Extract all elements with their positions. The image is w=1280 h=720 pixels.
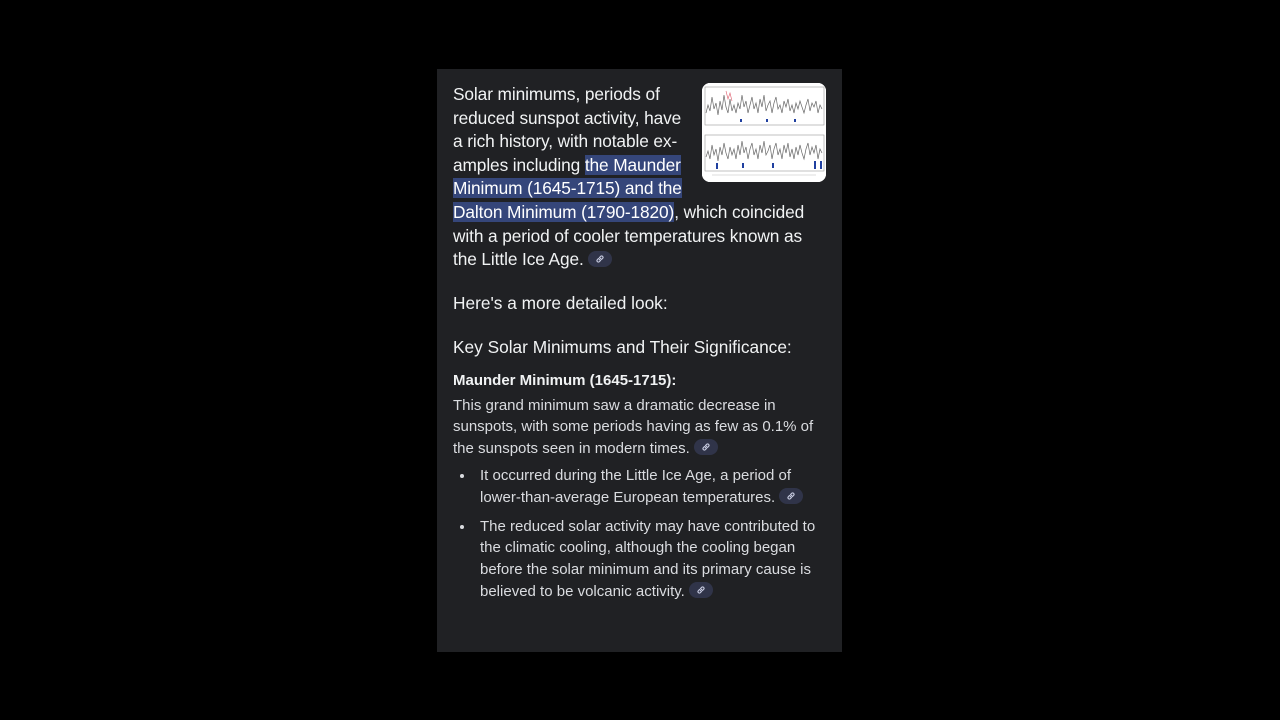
subsection-body-text: This grand minimum saw a dramatic decrease in sunspots, with some periods having as few as 0.1% of the sunspots seen in modern times. (453, 396, 814, 457)
source-link-button[interactable] (779, 488, 803, 504)
bullet-dot (460, 474, 464, 478)
lead-sentence: Here's a more detailed look: (453, 292, 668, 313)
link-icon (701, 442, 711, 452)
subsection-heading: Maunder Minimum (1645-1715): (453, 371, 677, 389)
subsection-body (453, 395, 826, 460)
highlighted-text[interactable]: the Maunder Minimum (1645-1715) and the Dalton Minimum (1790-1820) (453, 154, 682, 222)
list-item (453, 465, 826, 508)
sunspot-chart-thumbnail[interactable] (702, 83, 826, 182)
source-link-button[interactable] (694, 439, 718, 455)
source-link-button[interactable] (689, 582, 713, 598)
list-item-text: It occurred during the Little Ice Age, a period of lower-than-average European temperatures. (480, 467, 792, 506)
ai-answer-panel (437, 69, 842, 652)
list-item (453, 516, 826, 603)
link-icon (696, 585, 706, 595)
list-item-text: The reduced solar activity may have contributed to the climatic cooling, although the cooling began before the solar minimum and its primary cause is believed to be volcanic activity. (480, 517, 816, 600)
intro-text: Solar minimums, periods of reduced sunspot activity, have a rich history, with notable examples including (453, 84, 682, 175)
section-heading: Key Solar Minimums and Their Significance: (453, 336, 792, 357)
thumbnail-image (702, 83, 826, 182)
link-icon (595, 254, 605, 264)
bullet-list (453, 465, 826, 602)
intro-text-continued: , which coincided with a period of cooler temperatures known as the Little Ice Age. (453, 201, 805, 270)
source-link-button[interactable] (588, 251, 612, 267)
link-icon (786, 491, 796, 501)
bullet-dot (460, 525, 464, 529)
